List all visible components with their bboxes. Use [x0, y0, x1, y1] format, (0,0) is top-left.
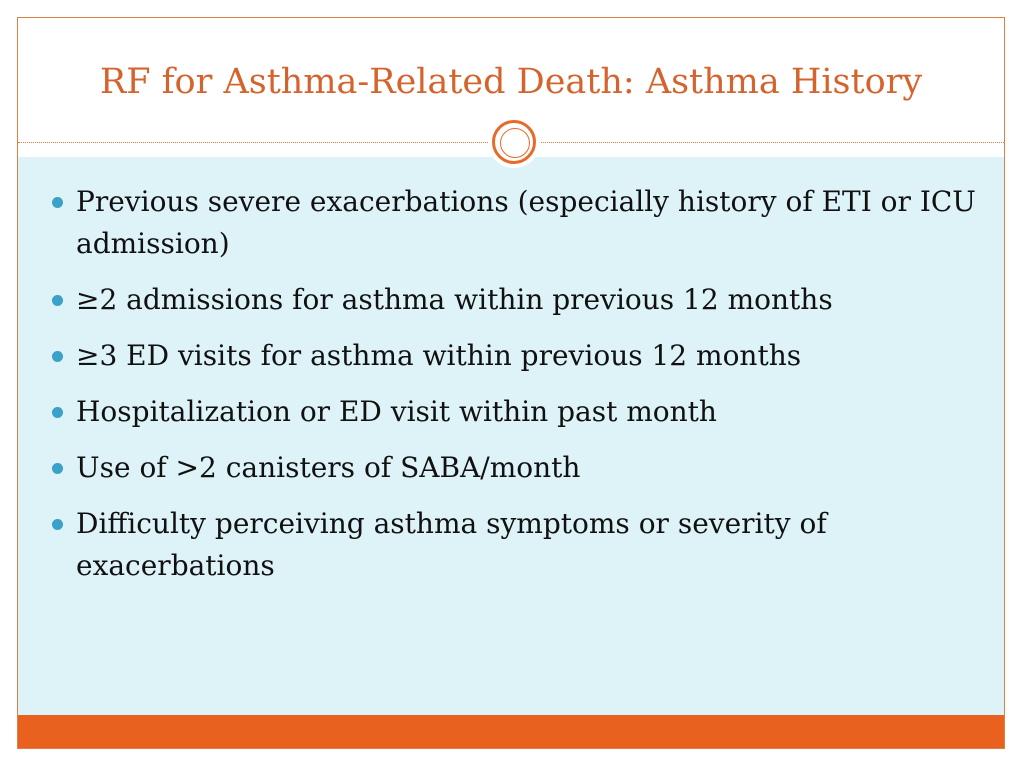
- slide-title: RF for Asthma-Related Death: Asthma History: [99, 62, 923, 102]
- bullet-item: [48, 391, 978, 433]
- bullet-text: ≥3 ED visits for asthma within previous 12 months: [76, 339, 802, 372]
- ornament-outer-ring: [492, 120, 536, 164]
- bullet-list: [48, 181, 978, 601]
- bullet-text: Use of >2 canisters of SABA/month: [76, 451, 581, 484]
- bullet-item: [48, 503, 978, 587]
- bottom-accent-bar: [18, 715, 1004, 748]
- bullet-dot-icon: [52, 295, 63, 306]
- bullet-item: [48, 181, 978, 265]
- ornament-inner-ring: [500, 128, 530, 158]
- bullet-text: Hospitalization or ED visit within past month: [76, 395, 717, 428]
- bullet-text: Previous severe exacerbations (especially history of ETI or ICU admission): [76, 185, 976, 260]
- bullet-dot-icon: [52, 197, 63, 208]
- bullet-text: Difficulty perceiving asthma symptoms or severity of exacerbations: [76, 507, 827, 582]
- bullet-item: [48, 335, 978, 377]
- content-area: [18, 157, 1004, 715]
- bullet-text: ≥2 admissions for asthma within previous 12 months: [76, 283, 833, 316]
- bullet-dot-icon: [52, 351, 63, 362]
- circle-ornament-icon: [488, 116, 540, 168]
- bullet-dot-icon: [52, 407, 63, 418]
- bullet-item: [48, 447, 978, 489]
- bullet-dot-icon: [52, 463, 63, 474]
- bullet-dot-icon: [52, 519, 63, 530]
- bullet-item: [48, 279, 978, 321]
- slide-frame: [17, 17, 1005, 749]
